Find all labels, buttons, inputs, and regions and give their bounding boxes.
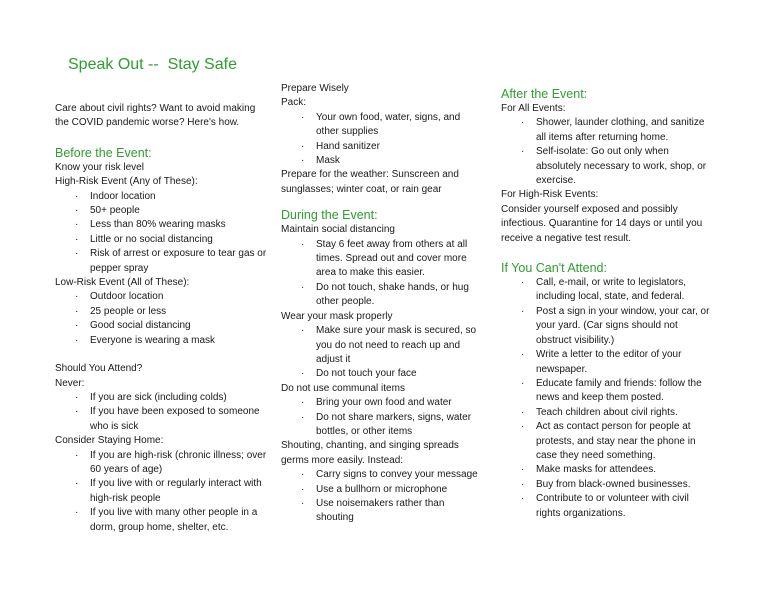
list-item: · Buy from black-owned businesses. xyxy=(536,478,716,492)
communal-list xyxy=(281,396,481,439)
list-item: · Outdoor location xyxy=(90,290,270,304)
list-item: · Do not touch, shake hands, or hug other people. xyxy=(316,281,481,310)
distancing-list xyxy=(281,238,481,310)
list-item: · Act as contact person for people at protests, and stay near the phone in case they need something. xyxy=(536,420,716,463)
list-item: · Your own food, water, signs, and other supplies xyxy=(316,111,481,140)
list-item: · Little or no social distancing xyxy=(90,233,270,247)
before-heading: Before the Event: xyxy=(55,145,152,160)
pack-label: Pack: xyxy=(281,97,307,109)
list-item: · Bring your own food and water xyxy=(316,396,481,410)
list-item: · Post a sign in your window, your car, or your yard. (Car signs should not obstruct visibility.) xyxy=(536,305,716,348)
cant-attend-heading: If You Can't Attend: xyxy=(501,261,607,276)
shouting-text: Shouting, chanting, and singing spreads germs more easily. Instead: xyxy=(281,440,459,466)
shouting-list xyxy=(281,468,481,526)
communal-label: Do not use communal items xyxy=(281,382,405,394)
should-attend-heading: Should You Attend? xyxy=(55,363,143,375)
list-item: · Use noisemakers rather than shouting xyxy=(316,497,481,526)
list-item: · Indoor location xyxy=(90,190,270,204)
high-risk-list xyxy=(55,190,270,276)
column-middle xyxy=(281,82,481,526)
list-item: · Make sure your mask is secured, so you do not need to reach up and adjust it xyxy=(316,324,481,367)
list-item: · If you are sick (including colds) xyxy=(90,391,270,405)
pack-list xyxy=(281,111,481,169)
high-risk-events-label: For High-Risk Events: xyxy=(501,189,599,201)
list-item: · Stay 6 feet away from others at all times. Spread out and cover more area to make this easier. xyxy=(316,238,481,281)
page-title: Speak Out -- Stay Safe xyxy=(68,56,237,73)
low-risk-label: Low-Risk Event (All of These): xyxy=(55,277,190,289)
list-item: · Call, e-mail, or write to legislators, including local, state, and federal. xyxy=(536,276,716,305)
distancing-label: Maintain social distancing xyxy=(281,224,395,236)
list-item: · If you live with many other people in a dorm, group home, shelter, etc. xyxy=(90,506,270,535)
intro-text: Care about civil rights? Want to avoid making the COVID pandemic worse? Here's how. xyxy=(55,103,256,129)
cant-attend-list xyxy=(501,276,716,521)
list-item: · Make masks for attendees. xyxy=(536,463,716,477)
all-events-label: For All Events: xyxy=(501,103,566,114)
consider-label: Consider Staying Home: xyxy=(55,435,164,447)
list-item: · Shower, launder clothing, and sanitize all items after returning home. xyxy=(536,116,716,145)
list-item: · Hand sanitizer xyxy=(316,140,481,154)
column-left xyxy=(55,102,270,535)
list-item: · If you live with or regularly interact with high-risk people xyxy=(90,477,270,506)
all-events-list xyxy=(501,116,716,188)
list-item: · Use a bullhorn or microphone xyxy=(316,483,481,497)
list-item: · Teach children about civil rights. xyxy=(536,406,716,420)
list-item: · Good social distancing xyxy=(90,319,270,333)
never-label: Never: xyxy=(55,377,85,389)
mask-label: Wear your mask properly xyxy=(281,310,393,322)
list-item: · Less than 80% wearing masks xyxy=(90,218,270,232)
list-item: · Do not touch your face xyxy=(316,367,481,381)
consider-list xyxy=(55,449,270,535)
weather-text: Prepare for the weather: Sunscreen and sunglasses; winter coat, or rain gear xyxy=(281,169,459,195)
list-item: · 25 people or less xyxy=(90,305,270,319)
high-risk-label: High-Risk Event (Any of These): xyxy=(55,176,198,188)
list-item: · Self-isolate: Go out only when absolutely necessary to work, shop, or exercise. xyxy=(536,145,716,188)
low-risk-list xyxy=(55,290,270,348)
know-risk-label: Know your risk level xyxy=(55,161,144,173)
mask-list xyxy=(281,324,481,382)
list-item: · Mask xyxy=(316,154,481,168)
during-heading: During the Event: xyxy=(281,208,378,223)
list-item: · 50+ people xyxy=(90,204,270,218)
prepare-heading: Prepare Wisely xyxy=(281,83,349,94)
high-risk-events-text: Consider yourself exposed and possibly infectious. Quarantine for 14 days or until you receive a negative test result. xyxy=(501,203,703,244)
list-item: · Do not share markers, signs, water bottles, or other items xyxy=(316,411,481,440)
list-item: · Everyone is wearing a mask xyxy=(90,334,270,348)
column-right xyxy=(501,86,716,521)
list-item: · If you have been exposed to someone who is sick xyxy=(90,405,270,434)
after-heading: After the Event: xyxy=(501,87,588,101)
list-item: · Educate family and friends: follow the news and keep them posted. xyxy=(536,377,716,406)
list-item: · Risk of arrest or exposure to tear gas or pepper spray xyxy=(90,247,270,276)
list-item: · If you are high-risk (chronic illness; over 60 years of age) xyxy=(90,449,270,478)
list-item: · Contribute to or volunteer with civil rights organizations. xyxy=(536,492,716,521)
never-list xyxy=(55,391,270,434)
list-item: · Write a letter to the editor of your newspaper. xyxy=(536,348,716,377)
list-item: · Carry signs to convey your message xyxy=(316,468,481,482)
